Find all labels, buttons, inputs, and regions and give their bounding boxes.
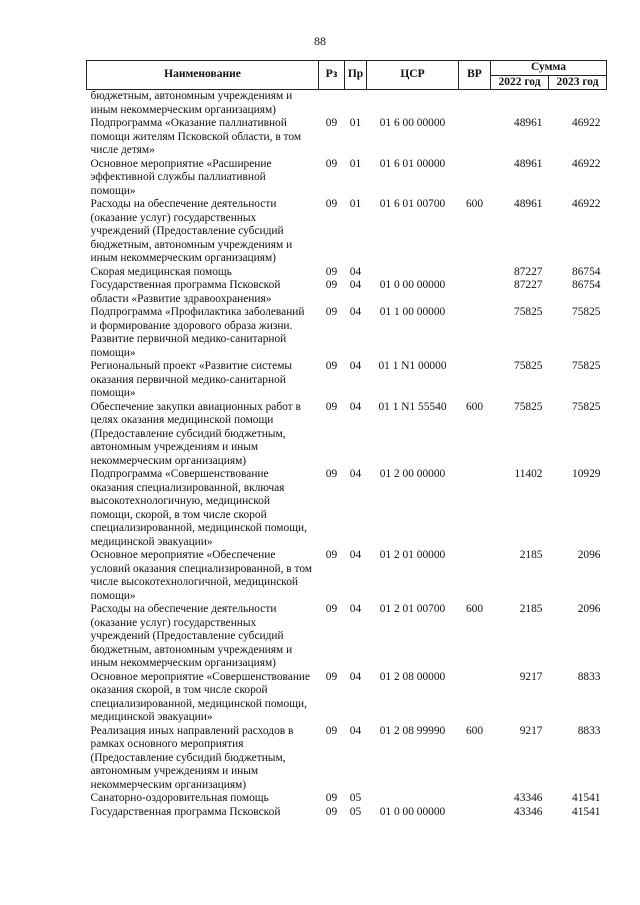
table-row xyxy=(87,306,607,360)
row-sum-2022: 43346 xyxy=(514,805,543,818)
row-pr: 01 xyxy=(349,198,362,210)
row-sum-2022: 48961 xyxy=(514,157,543,170)
row-csr xyxy=(367,90,459,118)
table-row xyxy=(87,90,607,118)
row-pr: 04 xyxy=(349,603,362,615)
row-pr: 04 xyxy=(349,549,362,561)
row-name: бюджетным, автономным учреждениям и иным некоммерческим организациям) xyxy=(90,90,293,116)
row-pr: 04 xyxy=(349,670,362,683)
header-pr: Пр xyxy=(345,61,367,90)
row-name: Санаторно-оздоровительная помощь xyxy=(90,792,269,804)
row-sum-2023: 86754 xyxy=(572,265,601,278)
row-sum-2023 xyxy=(549,90,607,118)
row-sum-2023: 46922 xyxy=(572,117,601,129)
row-rz: 09 xyxy=(325,360,338,372)
table-row xyxy=(87,401,607,469)
row-pr: 04 xyxy=(349,724,362,737)
page-number: 88 xyxy=(314,34,326,48)
row-rz xyxy=(319,90,345,118)
row-rz: 09 xyxy=(325,157,338,170)
table-row xyxy=(87,549,607,603)
row-pr: 04 xyxy=(349,279,362,291)
row-rz: 09 xyxy=(325,805,338,818)
row-sum-2022: 75825 xyxy=(514,360,543,372)
row-csr: 01 6 01 00700 xyxy=(379,198,446,210)
table-body xyxy=(87,90,607,820)
row-name: Подпрограмма «Оказание паллиативной помощи жителям Псковской области, в том числе детям» xyxy=(90,117,302,156)
row-sum-2023: 8833 xyxy=(577,724,601,737)
row-sum-2023: 10929 xyxy=(572,468,601,480)
row-vr xyxy=(459,279,491,306)
row-sum-2023: 2096 xyxy=(577,549,601,561)
row-sum-2022: 48961 xyxy=(514,198,543,210)
row-csr: 01 2 08 00000 xyxy=(379,670,446,683)
header-sum: Сумма xyxy=(491,61,607,76)
row-sum-2023: 46922 xyxy=(572,157,601,170)
row-vr: 600 xyxy=(465,400,484,413)
table-row xyxy=(87,198,607,266)
row-sum-2023: 41541 xyxy=(572,792,601,804)
row-pr: 04 xyxy=(349,400,362,413)
table-row xyxy=(87,279,607,306)
row-sum-2022 xyxy=(491,90,549,118)
row-name: Государственная программа Псковской области «Развитие здравоохранения» xyxy=(90,279,281,305)
row-vr xyxy=(459,549,491,603)
row-csr: 01 6 00 00000 xyxy=(379,117,446,129)
row-sum-2022: 87227 xyxy=(514,265,543,278)
row-vr xyxy=(459,360,491,401)
row-rz: 09 xyxy=(325,306,338,318)
table-row xyxy=(87,117,607,158)
row-rz: 09 xyxy=(325,279,338,291)
row-sum-2022: 87227 xyxy=(514,279,543,291)
row-csr: 01 2 00 00000 xyxy=(379,468,446,480)
row-name: Подпрограмма «Совершенствование оказания специализированной, включая высокотехнологичную, медицинской помощи, скорой, в том числе скорой специализированной, медицинской помощи, медицинской эвакуации» xyxy=(90,468,307,548)
row-sum-2022: 2185 xyxy=(519,603,543,615)
row-vr xyxy=(459,671,491,725)
row-pr: 01 xyxy=(349,157,362,170)
row-sum-2023: 75825 xyxy=(572,360,601,372)
row-name: Региональный проект «Развитие системы оказания первичной медико-санитарной помощи» xyxy=(90,360,293,399)
header-2022: 2022 год xyxy=(491,75,549,90)
row-rz: 09 xyxy=(325,670,338,683)
row-name: Расходы на обеспечение деятельности (оказание услуг) государственных учреждений (Предоставление субсидий бюджетным, автономным учреждениям и иным некоммерческим организациям) xyxy=(90,198,293,264)
row-sum-2022: 2185 xyxy=(519,549,543,561)
row-rz: 09 xyxy=(325,724,338,737)
row-sum-2023: 41541 xyxy=(572,805,601,818)
row-rz: 09 xyxy=(325,603,338,615)
row-vr xyxy=(459,806,491,820)
row-sum-2023: 75825 xyxy=(572,306,601,318)
table-row xyxy=(87,725,607,793)
row-vr xyxy=(459,117,491,158)
row-rz: 09 xyxy=(325,468,338,480)
row-name: Основное мероприятие «Обеспечение условий оказания специализированной, в том числе высокотехнологичной, медицинской помощи» xyxy=(90,549,313,602)
row-vr: 600 xyxy=(465,198,484,210)
row-sum-2023: 75825 xyxy=(572,400,601,413)
row-name: Реализация иных направлений расходов в рамках основного мероприятия (Предоставление субсидий бюджетным, автономным учреждениям и иным некоммерческим организациям) xyxy=(90,724,294,791)
row-pr: 01 xyxy=(349,117,362,129)
header-2023: 2023 год xyxy=(549,75,607,90)
row-name: Обеспечение закупки авиационных работ в целях оказания медицинской помощи (Предоставление субсидий бюджетным, автономным учреждениям и иным некоммерческим организациям) xyxy=(90,400,301,467)
row-csr: 01 6 01 00000 xyxy=(379,157,446,170)
row-name: Основное мероприятие «Расширение эффективной службы паллиативной помощи» xyxy=(90,157,272,197)
row-pr: 05 xyxy=(349,805,362,818)
table-row xyxy=(87,806,607,820)
row-pr: 04 xyxy=(349,306,362,318)
table-row xyxy=(87,360,607,401)
row-sum-2023: 2096 xyxy=(577,603,601,615)
row-csr: 01 0 00 00000 xyxy=(379,279,446,291)
header-name: Наименование xyxy=(87,61,319,90)
row-rz: 09 xyxy=(325,792,338,804)
row-pr: 04 xyxy=(349,360,362,372)
row-vr: 600 xyxy=(465,724,484,737)
row-pr xyxy=(345,90,367,118)
row-csr: 01 1 N1 00000 xyxy=(378,360,447,372)
row-sum-2022: 9217 xyxy=(519,724,543,737)
row-name: Расходы на обеспечение деятельности (оказание услуг) государственных учреждений (Предоставление субсидий бюджетным, автономным учреждениям и иным некоммерческим организациям) xyxy=(90,603,293,669)
row-sum-2022: 43346 xyxy=(514,792,543,804)
row-sum-2023: 46922 xyxy=(572,198,601,210)
row-vr xyxy=(459,266,491,280)
row-name: Государственная программа Псковской xyxy=(90,805,281,818)
table-row xyxy=(87,792,607,806)
table-row xyxy=(87,266,607,280)
row-pr: 05 xyxy=(349,792,362,804)
row-vr: 600 xyxy=(465,603,484,615)
row-rz: 09 xyxy=(325,549,338,561)
row-csr: 01 2 01 00700 xyxy=(379,603,446,615)
row-vr xyxy=(459,468,491,549)
table-row xyxy=(87,158,607,199)
row-sum-2023: 8833 xyxy=(577,670,601,683)
row-csr: 01 2 08 99990 xyxy=(379,724,446,737)
row-pr: 04 xyxy=(349,468,362,480)
row-csr xyxy=(367,792,459,806)
budget-table xyxy=(86,60,607,819)
row-rz: 09 xyxy=(325,265,338,278)
row-sum-2022: 11402 xyxy=(514,468,543,480)
row-csr: 01 1 00 00000 xyxy=(379,306,446,318)
header-rz: Рз xyxy=(319,61,345,90)
row-csr: 01 2 01 00000 xyxy=(379,549,446,561)
row-csr xyxy=(367,266,459,280)
row-sum-2022: 9217 xyxy=(519,670,543,683)
row-name: Подпрограмма «Профилактика заболеваний и формирование здорового образа жизни. Развитие первичной медико-санитарной помощи» xyxy=(90,306,305,359)
row-vr xyxy=(459,306,491,360)
row-rz: 09 xyxy=(325,117,338,129)
row-sum-2023: 86754 xyxy=(572,279,601,291)
table-row xyxy=(87,603,607,671)
row-vr xyxy=(459,158,491,199)
table-row xyxy=(87,468,607,549)
row-sum-2022: 75825 xyxy=(514,400,543,413)
row-pr: 04 xyxy=(349,265,362,278)
row-rz: 09 xyxy=(325,400,338,413)
row-vr xyxy=(459,90,491,118)
row-vr xyxy=(459,792,491,806)
table-row xyxy=(87,671,607,725)
row-sum-2022: 48961 xyxy=(514,117,543,129)
row-name: Скорая медицинская помощь xyxy=(90,265,232,278)
header-csr: ЦСР xyxy=(367,61,459,90)
table-header xyxy=(87,61,607,90)
row-sum-2022: 75825 xyxy=(514,306,543,318)
row-csr: 01 1 N1 55540 xyxy=(378,400,447,413)
row-rz: 09 xyxy=(325,198,338,210)
row-csr: 01 0 00 00000 xyxy=(379,805,446,818)
header-vr: ВР xyxy=(459,61,491,90)
row-name: Основное мероприятие «Совершенствование оказания скорой, в том числе скорой специализированной, медицинской помощи, медицинской эвакуации» xyxy=(90,670,311,723)
